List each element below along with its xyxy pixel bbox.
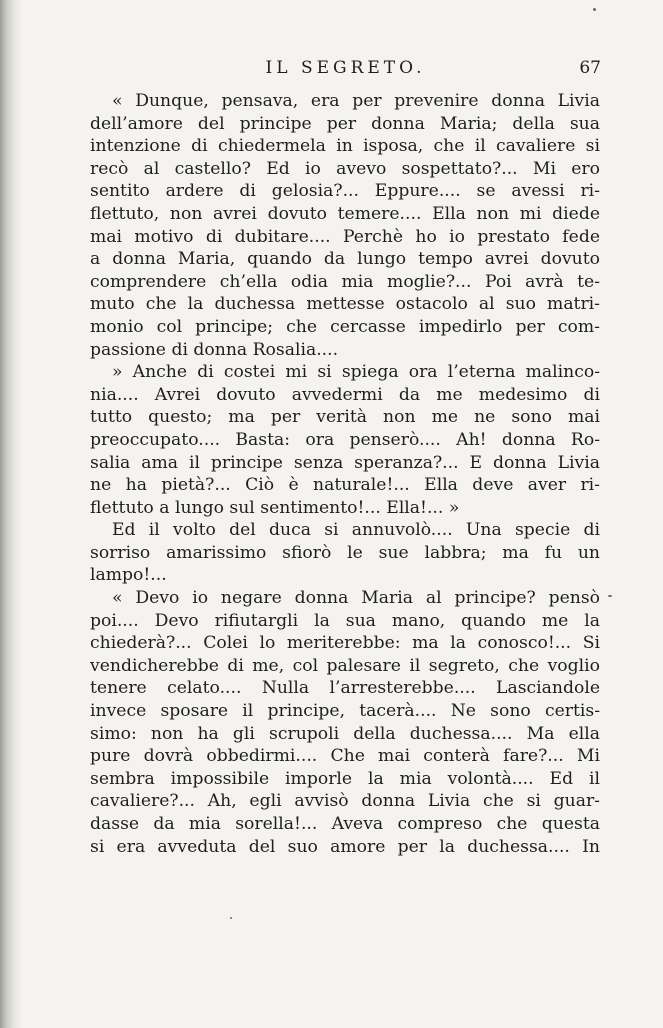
scan-speck	[608, 595, 612, 597]
body-text	[90, 90, 600, 858]
text-line: sorriso amarissimo sfiorò le sue labbra; ma fu un	[90, 542, 600, 563]
text-line: comprendere ch’ella odia mia moglie?... Poi avrà te-	[90, 271, 600, 292]
text-line: nia.... Avrei dovuto avvedermi da me medesimo di	[90, 384, 600, 405]
text-line: tutto questo; ma per verità non me ne sono mai	[90, 407, 600, 428]
text-line: salia ama il principe senza speranza?... E donna Livia	[90, 452, 600, 473]
text-line: chiederà?... Colei lo meriterebbe: ma la conosco!... Si	[90, 633, 600, 654]
text-line: Ed il volto del duca si annuvolò.... Una specie di	[112, 520, 600, 541]
text-line: cavaliere?... Ah, egli avvisò donna Livia che si guar-	[90, 791, 600, 812]
text-line: invece sposare il principe, tacerà.... Ne sono certis-	[90, 701, 600, 722]
text-line: ne ha pietà?... Ciò è naturale!... Ella deve aver ri-	[90, 475, 600, 496]
text-line: sembra impossibile imporle la mia volontà.... Ed il	[90, 768, 600, 789]
text-line: si era avveduta del suo amore per la duchessa.... In	[90, 836, 600, 857]
text-line: simo: non ha gli scrupoli della duchessa.... Ma ella	[90, 723, 600, 744]
text-line: monio col principe; che cercasse impedirlo per com-	[90, 316, 600, 337]
text-line: flettuto a lungo sul sentimento!... Ella!... »	[90, 497, 460, 518]
text-line: preoccupato.... Basta: ora penserò.... Ah! donna Ro-	[90, 429, 600, 450]
text-line: » Anche di costei mi si spiega ora l’eterna malinco-	[112, 362, 600, 383]
text-line: muto che la duchessa mettesse ostacolo al suo matri-	[90, 294, 600, 315]
scan-speck	[230, 917, 232, 919]
scan-speck	[593, 8, 596, 11]
text-line: « Dunque, pensava, era per prevenire donna Livia	[112, 91, 600, 111]
text-line: lampo!...	[90, 565, 167, 586]
text-line: recò al castello? Ed io avevo sospettato?... Mi ero	[90, 158, 600, 179]
running-title: IL SEGRETO.	[265, 58, 426, 78]
text-line: poi.... Devo rifiutargli la sua mano, quando me la	[90, 610, 600, 631]
text-line: mai motivo di dubitare.... Perchè ho io prestato fede	[90, 226, 600, 247]
text-line: sentito ardere di gelosia?... Eppure.... se avessi ri-	[90, 181, 600, 202]
text-line: passione di donna Rosalia....	[90, 339, 339, 360]
text-line: pure dovrà obbedirmi.... Che mai conterà fare?... Mi	[90, 746, 600, 767]
text-line: intenzione di chiedermela in isposa, che il cavaliere si	[90, 136, 600, 157]
text-line: « Devo io negare donna Maria al principe? pensò	[112, 588, 600, 609]
text-line: dell’amore del principe per donna Maria; della sua	[90, 113, 600, 134]
text-line: a donna Maria, quando da lungo tempo avrei dovuto	[90, 249, 600, 270]
page-number: 67	[579, 58, 601, 78]
text-line: dasse da mia sorella!... Aveva compreso che questa	[90, 814, 600, 834]
binding-edge	[0, 0, 22, 1028]
text-line: flettuto, non avrei dovuto temere.... Ella non mi diede	[90, 203, 600, 224]
page-header	[90, 58, 601, 84]
text-line: tenere celato.... Nulla l’arresterebbe.... Lasciandole	[90, 678, 600, 699]
text-line: vendicherebbe di me, col palesare il segreto, che voglio	[90, 655, 600, 676]
